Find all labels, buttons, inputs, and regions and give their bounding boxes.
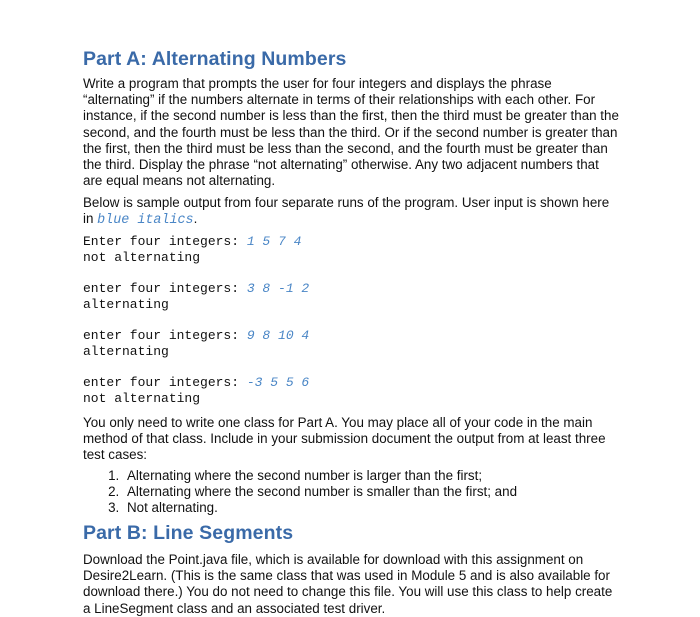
sample-run (83, 328, 309, 360)
prompt-line (83, 281, 309, 297)
test-case-list (83, 468, 517, 517)
user-input: 9 8 10 4 (246, 328, 310, 343)
list-item: 2. Alternating where the second number is smaller than the first; and (123, 484, 517, 500)
sample-intro-period: . (193, 211, 198, 227)
part-b-heading: Part B: Line Segments (83, 522, 294, 544)
prompt-line (83, 234, 301, 250)
sample-run (83, 281, 309, 313)
sample-output-intro (83, 195, 621, 229)
result-line: alternating (83, 297, 169, 312)
part-a-note: You only need to write one class for Part A. You may place all of your code in the main method of that class. Include in your submission document the output from at least three test cases: (83, 415, 606, 463)
prompt-line (83, 375, 309, 391)
prompt-text: enter four integers: (83, 281, 247, 296)
sample-intro-text: Below is sample output from four separate runs of the program. User input is shown here in (83, 195, 610, 227)
blue-italics-example: blue italics (97, 213, 194, 229)
part-b-description: Download the Point.java file, which is available for download with this assignment on Desire2Learn. (This is the same class that was used in Module 5 and is also available for download there.) You do not need to change this file. You will use this class to help create a LineSegment class and an associated test driver. (83, 552, 613, 616)
user-input: 1 5 7 4 (246, 234, 302, 249)
user-input: -3 5 5 6 (246, 375, 310, 390)
list-item: 1. Alternating where the second number is larger than the first; (123, 468, 517, 484)
prompt-text: enter four integers: (83, 328, 247, 343)
result-line: not alternating (83, 250, 201, 265)
part-a-description: Write a program that prompts the user for four integers and displays the phrase “alternating” if the numbers alternate in terms of their relationships with each other. For instance, if the second number is less than the first, then the third must be greater than the second, and the fourth must be less than the third. Or if the second number is greater than the first, then the third must be less than the second, and the fourth must be greater than the third. Display the phrase “not alternating” otherwise. Any two adjacent numbers that are equal means not alternating. (83, 76, 619, 189)
prompt-text: Enter four integers: (83, 234, 247, 249)
part-a-heading: Part A: Alternating Numbers (83, 48, 347, 70)
user-input: 3 8 -1 2 (246, 281, 310, 296)
sample-run (83, 375, 309, 407)
result-line: not alternating (83, 391, 201, 406)
result-line: alternating (83, 344, 169, 359)
sample-run (83, 234, 301, 266)
prompt-text: enter four integers: (83, 375, 247, 390)
list-item: 3. Not alternating. (123, 500, 517, 516)
prompt-line (83, 328, 309, 344)
